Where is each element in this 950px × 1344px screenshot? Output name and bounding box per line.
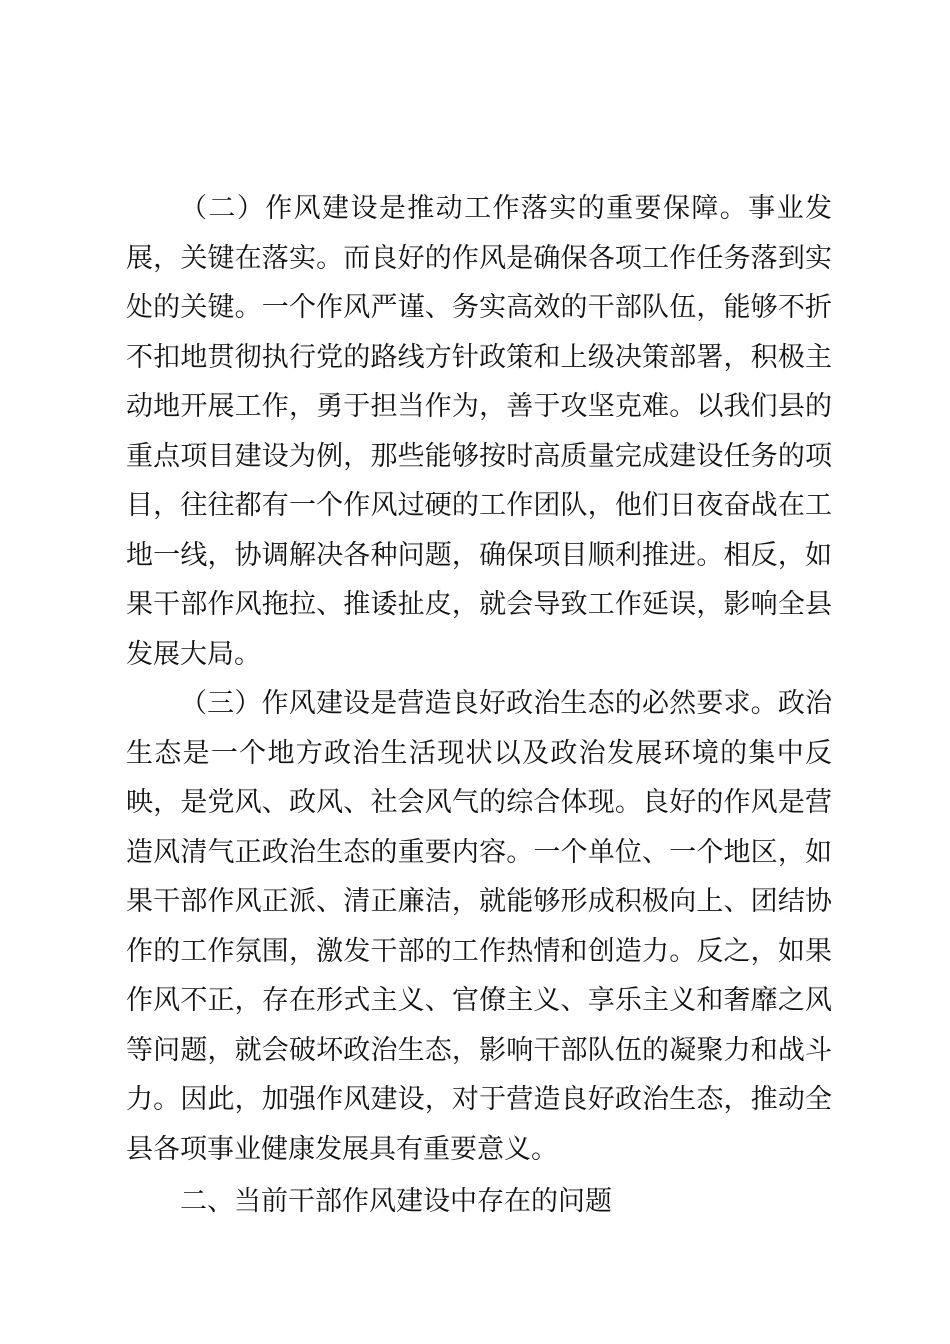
paragraph-work-implementation: （二）作风建设是推动工作落实的重要保障。事业发展，关键在落实。而良好的作风是确保各项工作任务落到实处的关键。一个作风严谨、务实高效的干部队伍，能够不折不扣地贯彻执行党的路线方针政策和上级决策部署，积极主动地开展工作，勇于担当作为，善于攻坚克难。以我们县的重点项目建设为例，那些能够按时高质量完成建设任务的项目，往往都有一个作风过硬的工作团队，他们日夜奋战在工地一线，协调解决各种问题，确保项目顺利推进。相反，如果干部作风拖拉、推诿扯皮，就会导致工作延误，影响全县发展大局。 bbox=[126, 193, 832, 670]
paragraph-political-ecology: （三）作风建设是营造良好政治生态的必然要求。政治生态是一个地方政治生活现状以及政治发展环境的集中反映，是党风、政风、社会风气的综合体现。良好的作风是营造风清气正政治生态的重要内容。一个单位、一个地区，如果干部作风正派、清正廉洁，就能够形成积极向上、团结协作的工作氛围，激发干部的工作热情和创造力。反之，如果作风不正，存在形式主义、官僚主义、享乐主义和奢靡之风等问题，就会破坏政治生态，影响干部队伍的凝聚力和战斗力。因此，加强作风建设，对于营造良好政治生态，推动全县各项事业健康发展具有重要意义。 bbox=[126, 688, 832, 1165]
document-body bbox=[126, 184, 832, 1227]
section-heading: 二、当前干部作风建设中存在的问题 bbox=[180, 1186, 612, 1217]
